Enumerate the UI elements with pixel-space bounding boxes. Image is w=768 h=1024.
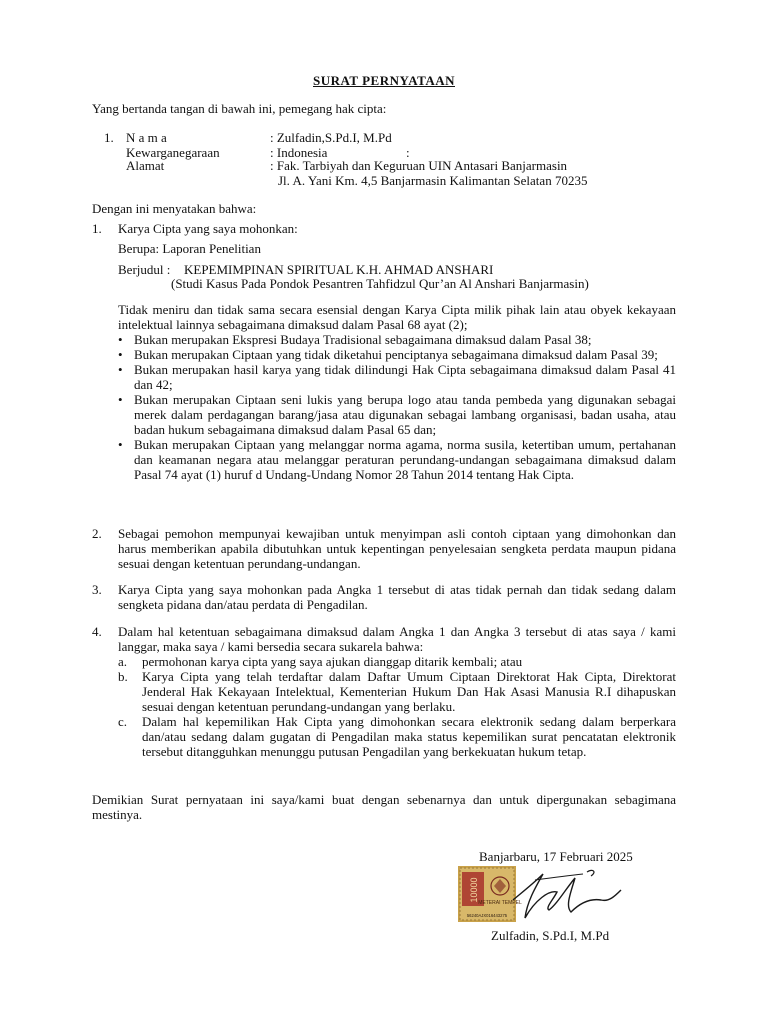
- address-line-2: Jl. A. Yani Km. 4,5 Banjarmasin Kalimantan Selatan 70235: [278, 173, 588, 188]
- address-line-1: : Fak. Tarbiyah dan Keguruan UIN Antasari Banjarmasin: [270, 158, 568, 173]
- name-value: : Zulfadin,S.Pd.I, M.Pd: [270, 130, 392, 145]
- stamp-serial: 56240AJX016443275: [466, 913, 508, 918]
- item-3-text: Karya Cipta yang saya mohonkan pada Angka 1 tersebut di atas tidak pernah dan tidak sedang dalam sengketa pidana dan/atau perdata di Pengadilan.: [118, 582, 676, 612]
- list-item: • Bukan merupakan Ekspresi Budaya Tradisional sebagaimana dimaksud dalam Pasal 38;: [118, 332, 676, 347]
- item-1-number: 1.: [92, 221, 102, 236]
- declaration-intro: Dengan ini menyatakan bahwa:: [92, 201, 257, 216]
- signature-graphic: [505, 860, 625, 930]
- name-label: N a m a: [126, 130, 167, 145]
- citizenship-colon: :: [406, 145, 410, 160]
- list-item: [118, 669, 676, 714]
- stamp-label: METERAI TEMPEL: [478, 900, 522, 906]
- item-4-text: Dalam hal ketentuan sebagaimana dimaksud dalam Angka 1 dan Angka 3 tersebut di atas saya / kami langgar, maka saya / kami bersedia secara sukarela bahwa:: [118, 624, 676, 654]
- item-2-text: Sebagai pemohon mempunyai kewajiban untuk menyimpan asli contoh ciptaan yang dimohonkan dan harus memberikan apabila dibutuhkan untuk kepentingan penyelesaian sengketa perdata maupun pidana sesuai dengan ketentuan perundang-undangan.: [118, 526, 676, 571]
- place-date: Banjarbaru, 17 Februari 2025: [479, 849, 633, 864]
- list-item-text: Karya Cipta yang telah terdaftar dalam Daftar Umum Ciptaan Direktorat Hak Cipta, Direktorat Jenderal Hak Kekayaan Intelektual, Kementerian Hukum Dan Hak Asasi Manusia R.I dihapuskan sesuai dengan ketentuan perundang-undangan yang berlaku.: [142, 669, 676, 714]
- closing-statement: Demikian Surat pernyataan ini saya/kami buat dengan sebenarnya dan untuk dipergunakan sebagimana mestinya.: [92, 792, 676, 822]
- work-title-label: Berjudul :: [118, 262, 171, 277]
- list-item-label: b.: [118, 669, 128, 684]
- work-subtitle: (Studi Kasus Pada Pondok Pesantren Tahfidzul Qur’an Al Anshari Banjarmasin): [171, 276, 589, 291]
- address-label: Alamat: [126, 158, 165, 173]
- intro-text: Yang bertanda tangan di bawah ini, pemegang hak cipta:: [92, 101, 387, 116]
- document-title: SURAT PERNYATAAN: [313, 73, 455, 88]
- item-4-number: 4.: [92, 624, 102, 639]
- citizenship-value: : Indonesia: [270, 145, 328, 160]
- list-item-text: Dalam hal kepemilikan Hak Cipta yang dimohonkan secara elektronik sedang dalam berperkara dan/atau sedang dalam gugatan di Pengadilan maka status kepemilikan surat pencatatan elektronik tersebut ditangguhkan menunggu putusan Pengadilan yang berkekuatan hukum tetap.: [142, 714, 676, 759]
- sanctions-list: [118, 654, 676, 759]
- item-2-number: 2.: [92, 526, 102, 541]
- holder-number: 1.: [104, 130, 114, 145]
- item-3-number: 3.: [92, 582, 102, 597]
- item-1-text: Karya Cipta yang saya mohonkan:: [118, 221, 298, 236]
- list-item: • Bukan merupakan Ciptaan yang melanggar norma agama, norma susila, ketertiban umum, pertahanan dan keamanan negara atau melanggar peraturan perundang-undangan sebagaimana dimaksud dalam Pasal 74 ayat (1) huruf d Undang-Undang Nomor 28 Tahun 2014 tentang Hak Cipta.: [118, 437, 676, 482]
- list-item: • Bukan merupakan Ciptaan yang tidak diketahui penciptanya sebagaimana dimaksud dalam Pasal 39;: [118, 347, 676, 362]
- stamp-value: 10000: [469, 877, 479, 903]
- signer-name: Zulfadin, S.Pd.I, M.Pd: [491, 928, 610, 943]
- signature: [505, 860, 625, 930]
- originality-paragraph: Tidak meniru dan tidak sama secara esensial dengan Karya Cipta milik pihak lain atau obyek kekayaan intelektual lainnya sebagaimana dimaksud dalam Pasal 68 ayat (2);: [118, 302, 676, 332]
- list-item: • Bukan merupakan hasil karya yang tidak dilindungi Hak Cipta sebagaimana dimaksud dalam Pasal 41 dan 42;: [118, 362, 676, 392]
- list-item: [118, 654, 676, 669]
- list-item: • Bukan merupakan Ciptaan seni lukis yang berupa logo atau tanda pembeda yang digunakan sebagai merek dalam perdagangan barang/jasa atau digunakan sebagai lambang organisasi, badan usaha, atau badan hukum sebagaimana dimaksud dalam Pasal 65 dan;: [118, 392, 676, 437]
- work-title: KEPEMIMPINAN SPIRITUAL K.H. AHMAD ANSHARI: [184, 262, 494, 277]
- citizenship-label: Kewarganegaraan: [126, 145, 220, 160]
- work-form: Berupa: Laporan Penelitian: [118, 241, 261, 256]
- conditions-list: [118, 332, 676, 482]
- list-item-label: a.: [118, 654, 128, 669]
- list-item-text: permohonan karya cipta yang saya ajukan dianggap ditarik kembali; atau: [142, 654, 523, 669]
- list-item: [118, 714, 676, 759]
- list-item-label: c.: [118, 714, 128, 729]
